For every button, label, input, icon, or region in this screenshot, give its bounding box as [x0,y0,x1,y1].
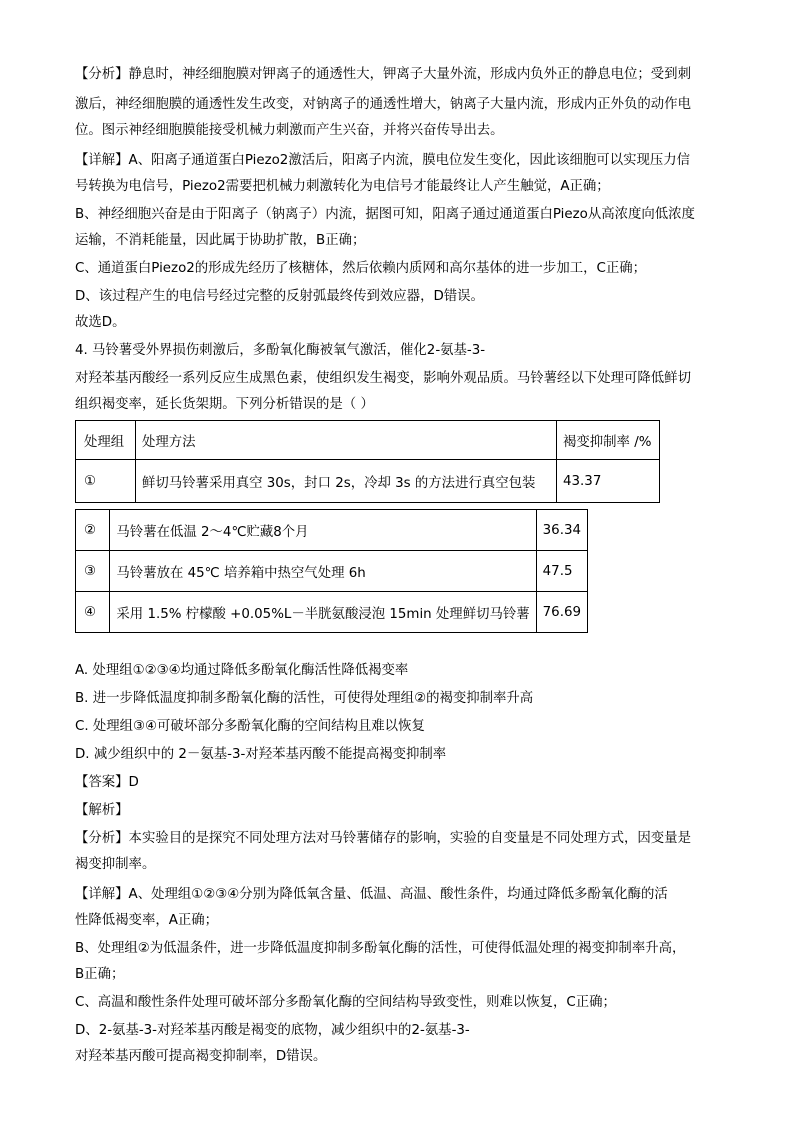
table-cell: ③ [76,551,110,592]
text-line: 位。图示神经细胞膜能接受机械力刺激而产生兴奋，并将兴奋传导出去。 [75,123,504,138]
table-cell: 36.34 [536,510,587,551]
table-cell: 马铃薯放在 45℃ 培养箱中热空气处理 6h [110,551,536,592]
table-cell: 43.37 [557,460,660,503]
table-cell: 76.69 [536,592,587,633]
table-row [76,460,660,503]
header-cell: 处理组 [76,421,136,460]
text-line: 【分析】本实验目的是探究不同处理方法对马铃薯储存的影响，实验的自变量是不同处理方式，因变量是 [75,831,691,846]
table-cell: 47.5 [536,551,587,592]
text-line: B、处理组②为低温条件，进一步降低温度抑制多酚氧化酶的活性，可使得低温处理的褐变抑制率升高， [75,941,686,956]
table-cell: ② [76,510,110,551]
table-cell: ④ [76,592,110,633]
question-stem: 4. 马铃薯受外界损伤刺激后，多酚氧化酶被氧气激活，催化2-氨基-3- [75,343,486,358]
text-line: 性降低褐变率，A正确； [75,913,219,928]
question-stem: 组织褐变率，延长货架期。下列分析错误的是（ ） [75,397,374,412]
text-line: B、神经细胞兴奋是由于阳离子（钠离子）内流，据图可知，阳离子通过通道蛋白Piezo从高浓度向低浓度 [75,207,695,222]
text-line: D、2-氨基-3-对羟苯基丙酸是褐变的底物，减少组织中的2-氨基-3- [75,1023,470,1038]
text-line: 【分析】静息时，神经细胞膜对钾离子的通透性大，钾离子大量外流，形成内负外正的静息电位；受到刺 [75,67,691,82]
answer-label: 【答案】D [75,775,139,790]
question-stem: 对羟苯基丙酸经一系列反应生成黑色素，使组织发生褐变，影响外观品质。马铃薯经以下处理可降低鲜切 [75,371,691,386]
table-cell: ① [76,460,136,503]
option-a: A. 处理组①②③④均通过降低多酚氧化酶活性降低褐变率 [75,663,409,678]
table-header-row [76,421,660,460]
table-row [76,551,588,592]
text-line: 运输，不消耗能量，因此属于协助扩散，B正确； [75,233,366,248]
text-line: B正确； [75,967,125,982]
header-cell: 褐变抑制率 /% [557,421,660,460]
text-line: 【详解】A、阳离子通道蛋白Piezo2激活后，阳离子内流，膜电位发生变化，因此该细胞可以实现压力信 [75,153,691,168]
table-row [76,510,588,551]
text-line: 【详解】A、处理组①②③④分别为降低氧含量、低温、高温、酸性条件，均通过降低多酚氧化酶的活 [75,887,668,902]
treatment-table-top [75,420,660,503]
table-cell: 采用 1.5% 柠檬酸 +0.05%L－半胱氨酸浸泡 15min 处理鲜切马铃薯 [110,592,536,633]
text-line: D、该过程产生的电信号经过完整的反射弧最终传到效应器，D错误。 [75,289,484,304]
option-d: D. 减少组织中的 2－氨基-3-对羟苯基丙酸不能提高褐变抑制率 [75,747,447,762]
header-cell: 处理方法 [136,421,557,460]
analysis-title: 【解析】 [75,803,129,818]
text-line: 故选D。 [75,315,126,330]
text-line: 号转换为电信号，Piezo2需要把机械力刺激转化为电信号才能最终让人产生触觉，A正确； [75,179,610,194]
text-line: C、通道蛋白Piezo2的形成先经历了核糖体，然后依赖内质网和高尔基体的进一步加工，C正确； [75,261,647,276]
text-line: 褐变抑制率。 [75,857,156,872]
text-line: C、高温和酸性条件处理可破坏部分多酚氧化酶的空间结构导致变性，则难以恢复，C正确； [75,995,616,1010]
table-cell: 马铃薯在低温 2～4℃贮藏8个月 [110,510,536,551]
option-b: B. 进一步降低温度抑制多酚氧化酶的活性，可使得处理组②的褐变抑制率升高 [75,691,534,706]
treatment-table-bottom [75,509,588,633]
table-cell: 鲜切马铃薯采用真空 30s，封口 2s，冷却 3s 的方法进行真空包装 [136,460,557,503]
option-c: C. 处理组③④可破坏部分多酚氧化酶的空间结构且难以恢复 [75,719,425,734]
text-line: 对羟苯基丙酸可提高褐变抑制率，D错误。 [75,1049,327,1064]
text-line: 激后，神经细胞膜的通透性发生改变，对钠离子的通透性增大，钠离子大量内流，形成内正外负的动作电 [75,97,691,112]
table-row [76,592,588,633]
